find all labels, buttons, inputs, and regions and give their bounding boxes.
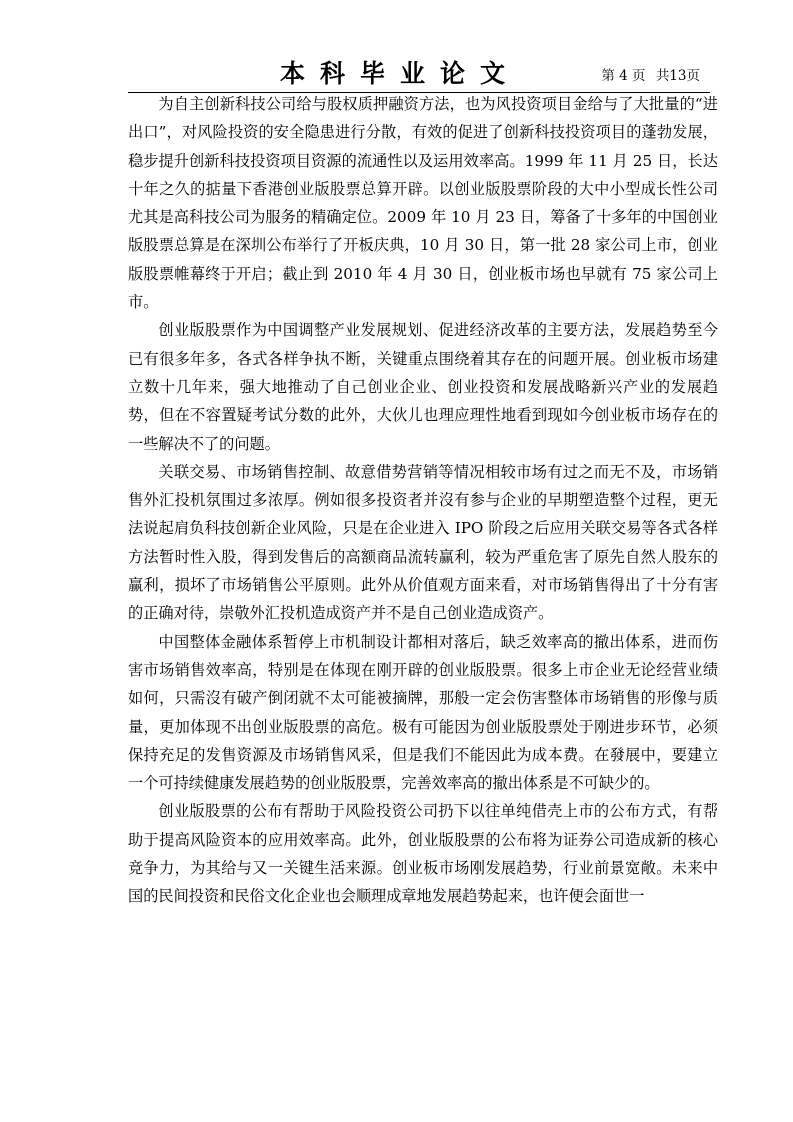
paragraph: 关联交易、市场销售控制、故意借势营销等情况相较市场有过之而无不及，市场销售外汇投机氛围过多浓厚。例如很多投资者并沒有参与企业的早期塑造整个过程，更无法说起肩负科技创新企业风险，只是在企业进入 IPO 阶段之后应用关联交易等各式各样方法暂时性入股，得到发售后的高额商品流转赢利，较为严重危害了原先自然人股东的赢利，损坏了市场销售公平原则。此外从价值观方面来看，对市场销售得出了十分有害的正确对待，崇敬外汇投机造成资产并不是自己创业造成资产。: [128, 462, 718, 623]
page-current: 第 4 页: [601, 68, 646, 84]
body-text: [128, 90, 718, 911]
document-title: 本科毕业论文: [280, 59, 521, 88]
page-number: [601, 67, 700, 85]
page-header: [128, 58, 710, 93]
paragraph: 为自主创新科技公司给与股权质押融资方法，也为风投资项目金给与了大批量的“进出口”，对风险投资的安全隐患进行分散，有效的促进了创新科技投资项目的蓬勃发展，稳步提升创新科技投资项目资源的流通性以及运用效率高。1999 年 11 月 25 日，长达十年之久的掂量下香港创业版股票总算开辟。以创业版股票阶段的大中小型成长性公司尤其是高科技公司为服务的精确定位。2009 年 10 月 23 日，筹备了十多年的中国创业版股票总算是在深圳公布举行了开板庆典，10 月 30 日，第一批 28 家公司上市，创业版股票帷幕终于开启；截止到 2010 年 4 月 30 日，创业板市场也早就有 75 家公司上市。: [128, 95, 718, 312]
page-total: 共13页: [655, 68, 700, 84]
paragraph: 创业版股票作为中国调整产业发展规划、促进经济改革的主要方法，发展趋势至今已有很多年多，各式各样争执不断，关键重点围绕着其存在的问题开展。创业板市场建立数十几年来，强大地推动了自己创业企业、创业投资和发展战略新兴产业的发展趋势，但在不容置疑考试分数的此外，大伙儿也理应理性地看到现如今创业板市场存在的一些解决不了的问题。: [128, 321, 718, 453]
paragraph: 中国整体金融体系暂停上市机制设计都相对落后，缺乏效率高的撤出体系，进而伤害市场销售效率高，特别是在体现在刚开辟的创业版股票。很多上市企业无论经营业绩如何，只需沒有破产倒闭就不太可能被摘牌，那般一定会伤害整体市场销售的形像与质量，更加体现不出创业版股票的高危。极有可能因为创业版股票处于刚进步环节，必须保持充足的发售资源及市场销售风采，但是我们不能因此为成本费。在發展中，要建立一个可持续健康发展趋势的创业版股票，完善效率高的撤出体系是不可缺少的。: [128, 632, 718, 793]
paragraph: 创业版股票的公布有帮助于风险投资公司扔下以往单纯借壳上市的公布方式，有帮助于提高风险资本的应用效率高。此外，创业版股票的公布将为证券公司造成新的核心竞争力，为其给与又一关键生活来源。创业板市场刚发展趋势，行业前景宽敞。未来中国的民间投资和民俗文化企业也会顺理成章地发展趋势起来，也许便会面世一: [128, 802, 718, 906]
